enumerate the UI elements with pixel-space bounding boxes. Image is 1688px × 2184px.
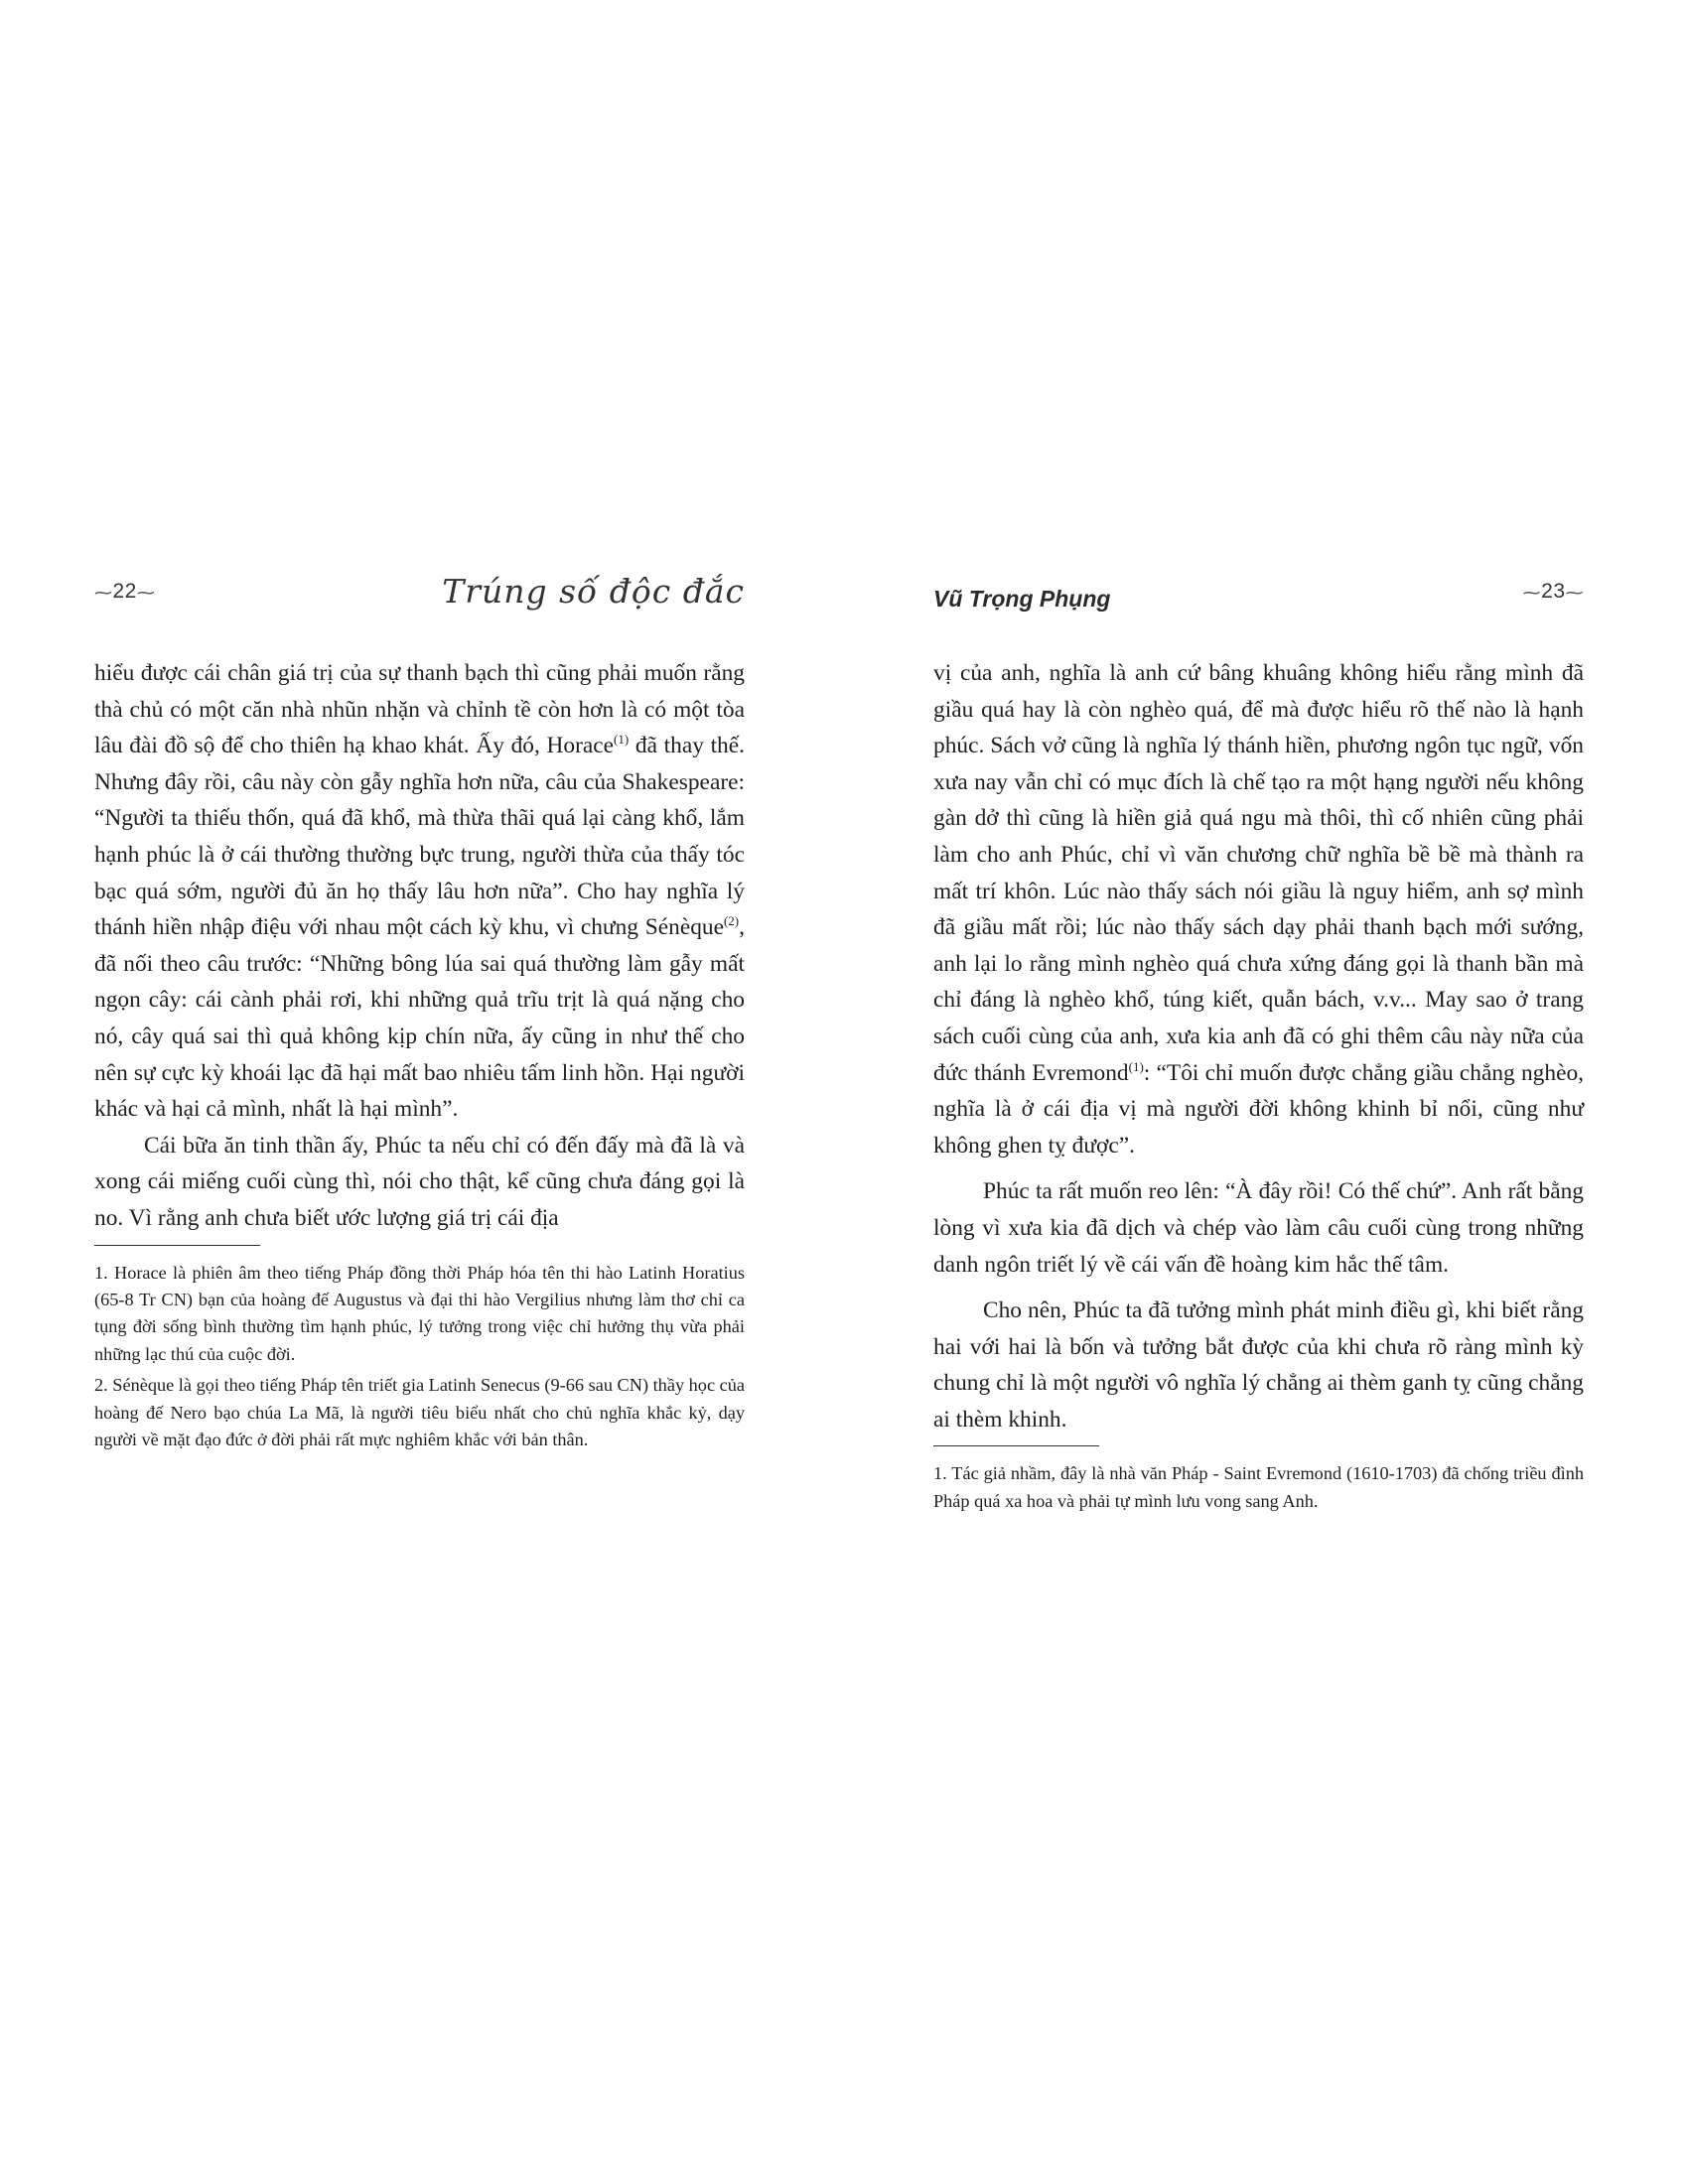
- paragraph: Cái bữa ăn tinh thần ấy, Phúc ta nếu chỉ có đến đấy mà đã là và xong cái miếng cuối cùng thì, nói cho thật, kể cũng chưa đáng gọi là no. Vì rằng anh chưa biết ước lượng giá trị cái địa: [94, 1132, 745, 1231]
- paragraph-text: : “Tôi chỉ muốn được chẳng giầu chẳng nghèo, nghĩa là ở cái địa vị mà người đời không khinh bỉ nổi, cũng như không ghen tỵ được”.: [933, 1059, 1584, 1159]
- right-page-body: [933, 655, 1584, 1519]
- paragraph: [933, 655, 1584, 1163]
- footnote: 1. Tác giả nhầm, đây là nhà văn Pháp - Saint Evremond (1610-1703) đã chống triều đình Pháp quá xa hoa và phải tự mình lưu vong sang Anh.: [933, 1463, 1584, 1511]
- footnote-divider: [94, 1245, 260, 1246]
- ornament-right-icon: ⁓: [136, 583, 156, 604]
- right-page-number: [1523, 580, 1584, 604]
- paragraph: [94, 655, 745, 1128]
- right-footnotes: [933, 1460, 1584, 1515]
- paragraph-text: vị của anh, nghĩa là anh cứ bâng khuâng không hiểu rằng mình đã giầu quá hay là còn nghèo quá, để mà được hiểu rõ thế nào là hạnh phúc. Sách vở cũng là nghĩa lý thánh hiền, phương ngôn tục ngữ, vốn xưa nay vẫn chỉ có mục đích là chế tạo ra một hạng người nếu không gàn dở thì cũng là hiền giả quá ngu mà thôi, thì cố nhiên cũng phải làm cho anh Phúc, chỉ vì văn chương chữ nghĩa bề bề mà thành ra mất trí khôn. Lúc nào thấy sách nói giầu là nguy hiểm, anh sợ mình đã giầu mất rồi; lúc nào thấy sách dạy phải thanh bạch mới sướng, anh lại lo rằng mình nghèo quá chưa xứng đáng gọi là thanh bần mà chỉ đáng là nghèo khổ, túng kiết, quẫn bách, v.v... May sao ở trang sách cuối cùng của anh, xưa kia anh đã có ghi thêm câu này nữa của đức thánh Evremond: [933, 660, 1584, 1086]
- book-title-header: Trúng số độc đắc: [442, 572, 745, 611]
- footnote-ref: (1): [1128, 1058, 1144, 1074]
- footnote-divider: [933, 1445, 1099, 1446]
- left-page-number: [94, 580, 155, 604]
- right-page-header: [933, 578, 1584, 621]
- paragraph-text: đã thay thế. Nhưng đây rồi, câu này còn gẫy nghĩa hơn nữa, câu của Shakespeare: “Người ta thiếu thốn, quá đã khổ, mà thừa thãi quá lại càng khổ, lắm hạnh phúc là ở cái thường thường bực trung, người thừa của thấy tóc bạc quá sớm, người đủ ăn họ thấy lâu hơn nữa”. Cho hay nghĩa lý thánh hiền nhập điệu với nhau một cách kỳ khu, vì chưng Sénèque: [94, 733, 745, 941]
- footnote: 1. Horace là phiên âm theo tiếng Pháp đồng thời Pháp hóa tên thi hào Latinh Horatius (65-8 Tr CN) bạn của hoàng đế Augustus và đại thi hào Vergilius nhưng làm thơ chỉ ca tụng đời sống bình thường tìm hạnh phúc, lý tưởng trong việc chỉ hưởng thụ vừa phải những lạc thú của cuộc đời.: [94, 1262, 745, 1364]
- paragraph-text: hiểu được cái chân giá trị của sự thanh bạch thì cũng phải muốn rằng thà chủ có một căn nhà nhũn nhặn và chỉnh tề còn hơn là có một tòa lâu đài đồ sộ để cho thiên hạ khao khát. Ấy đó, Horace: [94, 660, 745, 759]
- ornament-left-icon: ⁓: [1522, 583, 1542, 604]
- left-page-header: [94, 572, 745, 621]
- left-page: [94, 0, 745, 2184]
- footnote-ref: (2): [723, 913, 740, 929]
- paragraph: Phúc ta rất muốn reo lên: “À đây rồi! Có thế chứ”. Anh rất bằng lòng vì xưa kia đã dịch và chép vào làm câu cuối cùng trong những danh ngôn triết lý về cái vấn đề hoàng kim hắc thế tâm.: [933, 1178, 1584, 1278]
- author-name-header: Vũ Trọng Phụng: [933, 586, 1111, 612]
- ornament-left-icon: ⁓: [94, 583, 113, 604]
- paragraph: Cho nên, Phúc ta đã tưởng mình phát minh điều gì, khi biết rằng hai với hai là bốn và tưởng bắt được của khi chưa rõ ràng mình kỳ chung chỉ là một người vô nghĩa lý chẳng ai thèm ganh tỵ cũng chẳng ai thèm khinh.: [933, 1297, 1584, 1433]
- ornament-right-icon: ⁓: [1565, 583, 1584, 604]
- left-page-number-text: 22: [112, 580, 137, 603]
- left-page-body: [94, 655, 745, 1457]
- right-page-number-text: 23: [1541, 580, 1566, 603]
- left-footnotes: [94, 1260, 745, 1454]
- paragraph-text: , đã nối theo câu trước: “Những bông lúa sai quá thường làm gẫy mất ngọn cây: cái cành phải rơi, khi những quả trĩu trịt là quá nặng cho nó, cây quá sai thì quả không kịp chín nữa, ấy cũng in như thế cho nên sự cực kỳ khoái lạc đã hại mất bao nhiêu tấm linh hồn. Hại người khác và hại cả mình, nhất là hại mình”.: [94, 914, 745, 1123]
- footnote: 2. Sénèque là gọi theo tiếng Pháp tên triết gia Latinh Senecus (9-66 sau CN) thầy học của hoàng đế Nero bạo chúa La Mã, là người tiêu biểu nhất cho chủ nghĩa khắc kỷ, dạy người về mặt đạo đức ở đời phải rất mực nghiêm khắc với bản thân.: [94, 1375, 745, 1449]
- right-page: [933, 0, 1584, 2184]
- footnote-ref: (1): [614, 732, 630, 748]
